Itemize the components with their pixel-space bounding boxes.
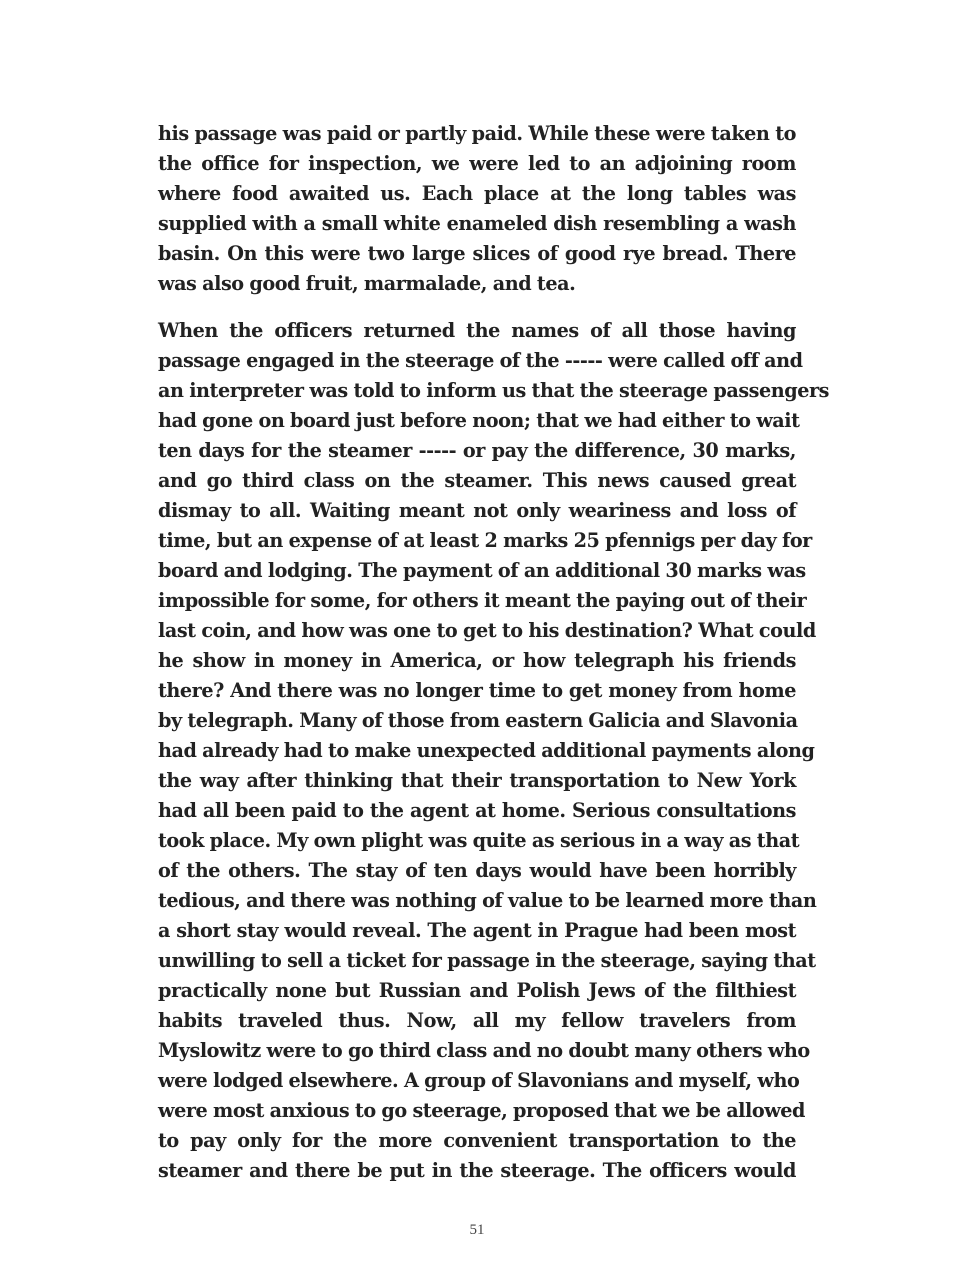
text-line: he show in money in America, or how telegraph his friends	[158, 649, 796, 672]
text-line: board and lodging. The payment of an additional 30 marks was	[158, 559, 806, 582]
text-line: Myslowitz were to go third class and no doubt many others who	[158, 1039, 810, 1062]
text-line: his passage was paid or partly paid. While these were taken to	[158, 122, 796, 145]
text-line: habits traveled thus. Now, all my fellow travelers from	[158, 1009, 796, 1032]
paragraph-spacer	[158, 299, 796, 316]
text-line: there? And there was no longer time to get money from home	[158, 679, 796, 702]
text-line: had all been paid to the agent at home. Serious consultations	[158, 799, 796, 822]
text-line: last coin, and how was one to get to his destination? What could	[158, 619, 816, 642]
text-line: supplied with a small white enameled dish resembling a wash	[158, 212, 796, 235]
text-line: had already had to make unexpected additional payments along	[158, 739, 815, 762]
text-line: an interpreter was told to inform us that the steerage passengers	[158, 379, 830, 402]
text-line: the office for inspection, we were led to an adjoining room	[158, 152, 796, 175]
text-line: practically none but Russian and Polish Jews of the filthiest	[158, 979, 796, 1002]
text-line: and go third class on the steamer. This news caused great	[158, 469, 796, 492]
text-line: the way after thinking that their transportation to New York	[158, 769, 796, 792]
text-line: passage engaged in the steerage of the ----- were called off and	[158, 349, 803, 372]
text-line: time, but an expense of at least 2 marks 25 pfennigs per day for	[158, 529, 812, 552]
text-line: had gone on board just before noon; that we had either to wait	[158, 409, 800, 432]
body-text	[158, 119, 830, 1186]
text-line: impossible for some, for others it meant the paying out of their	[158, 589, 807, 612]
text-line: unwilling to sell a ticket for passage in the steerage, saying that	[158, 949, 816, 972]
text-line: basin. On this were two large slices of good rye bread. There	[158, 242, 796, 265]
text-line: a short stay would reveal. The agent in Prague had been most	[158, 919, 796, 942]
text-line: tedious, and there was nothing of value to be learned more than	[158, 889, 817, 912]
text-line: was also good fruit, marmalade, and tea.	[158, 272, 576, 295]
text-line: dismay to all. Waiting meant not only weariness and loss of	[158, 499, 796, 522]
text-line: by telegraph. Many of those from eastern Galicia and Slavonia	[158, 709, 798, 732]
text-line: ten days for the steamer ----- or pay the difference, 30 marks,	[158, 439, 796, 462]
page-number: 51	[469, 1222, 485, 1238]
paragraph-2	[158, 316, 830, 1186]
text-line: were most anxious to go steerage, proposed that we be allowed	[158, 1099, 805, 1122]
text-line: were lodged elsewhere. A group of Slavonians and myself, who	[158, 1069, 800, 1092]
text-line: of the others. The stay of ten days would have been horribly	[158, 859, 796, 882]
text-line: took place. My own plight was quite as serious in a way as that	[158, 829, 800, 852]
text-line: to pay only for the more convenient transportation to the	[158, 1129, 796, 1152]
text-line: where food awaited us. Each place at the long tables was	[158, 182, 796, 205]
paragraph-1	[158, 119, 796, 299]
text-line: steamer and there be put in the steerage. The officers would	[158, 1159, 796, 1182]
text-line: When the officers returned the names of all those having	[158, 319, 796, 342]
